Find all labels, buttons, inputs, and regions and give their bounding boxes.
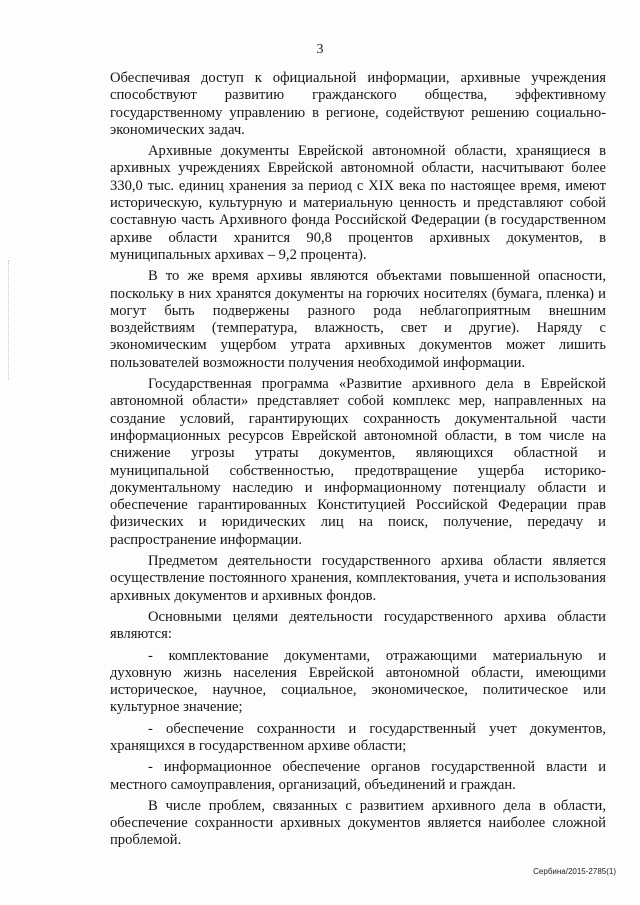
paragraph-6: Основными целями деятельности государственного архива области являются: xyxy=(110,608,606,643)
list-item-3: - информационное обеспечение органов государственной власти и местного самоуправления, организаций, объединений и граждан. xyxy=(110,759,606,793)
paragraph-5: Предметом деятельности государственного архива области является осуществление постоянного хранения, комплектования, учета и использования архивных документов и архивных фондов. xyxy=(110,553,606,604)
document-body xyxy=(110,70,606,854)
paragraph-4: Государственная программа «Развитие архивного дела в Еврейской автономной области» представляет собой комплекс мер, направленных на создание условий, гарантирующих сохранность документальной части информационных ресурсов Еврейской автономной области, в том числе на снижение угрозы утраты документов, являющихся областной и муниципальной собственностью, предотвращение ущерба историко-документальному наследию и информационному потенциалу области и обеспечение гарантированных Конституцией Российской Федерации прав физических и юридических лиц на поиск, получение, передачу и распространение информации. xyxy=(110,376,606,548)
footer-document-code: Сербина/2015-2785(1) xyxy=(533,867,616,876)
list-item-2: - обеспечение сохранности и государственный учет документов, хранящихся в государственном архиве области; xyxy=(110,720,606,754)
page-number: 3 xyxy=(316,42,324,57)
paragraph-1: Обеспечивая доступ к официальной информации, архивные учреждения способствуют развитию гражданского общества, эффективному государственному управлению в регионе, содействуют решению социально-экономических задач. xyxy=(110,70,606,138)
paragraph-3: В то же время архивы являются объектами повышенной опасности, поскольку в них хранятся документы на горючих носителях (бумага, пленка) и могут быть подвержены разного рода неблагоприятным внешним воздействиям (температура, влажность, свет и другие). Наряду с экономическим ущербом утрата архивных документов может лишить пользователей возможности получения необходимой информации. xyxy=(110,268,606,371)
scan-margin-mark xyxy=(8,260,11,380)
list-item-1: - комплектование документами, отражающими материальную и духовную жизнь населения Еврейской автономной области, имеющими историческое, научное, социальное, экономическое, политическое или культурное значение; xyxy=(110,647,606,716)
paragraph-2: Архивные документы Еврейской автономной области, хранящиеся в архивных учреждениях Еврейской автономной области, насчитывают более 330,0 тыс. единиц хранения за период с XIX века по настоящее время, имеют историческую, культурную и материальную ценность и представляют собой составную часть Архивного фонда Российской Федерации (в государственном архиве области хранится 90,8 процентов архивных документов, в муниципальных архивах – 9,2 процента). xyxy=(110,143,606,263)
paragraph-7: В числе проблем, связанных с развитием архивного дела в области, обеспечение сохранности архивных документов является наиболее сложной проблемой. xyxy=(110,797,606,849)
